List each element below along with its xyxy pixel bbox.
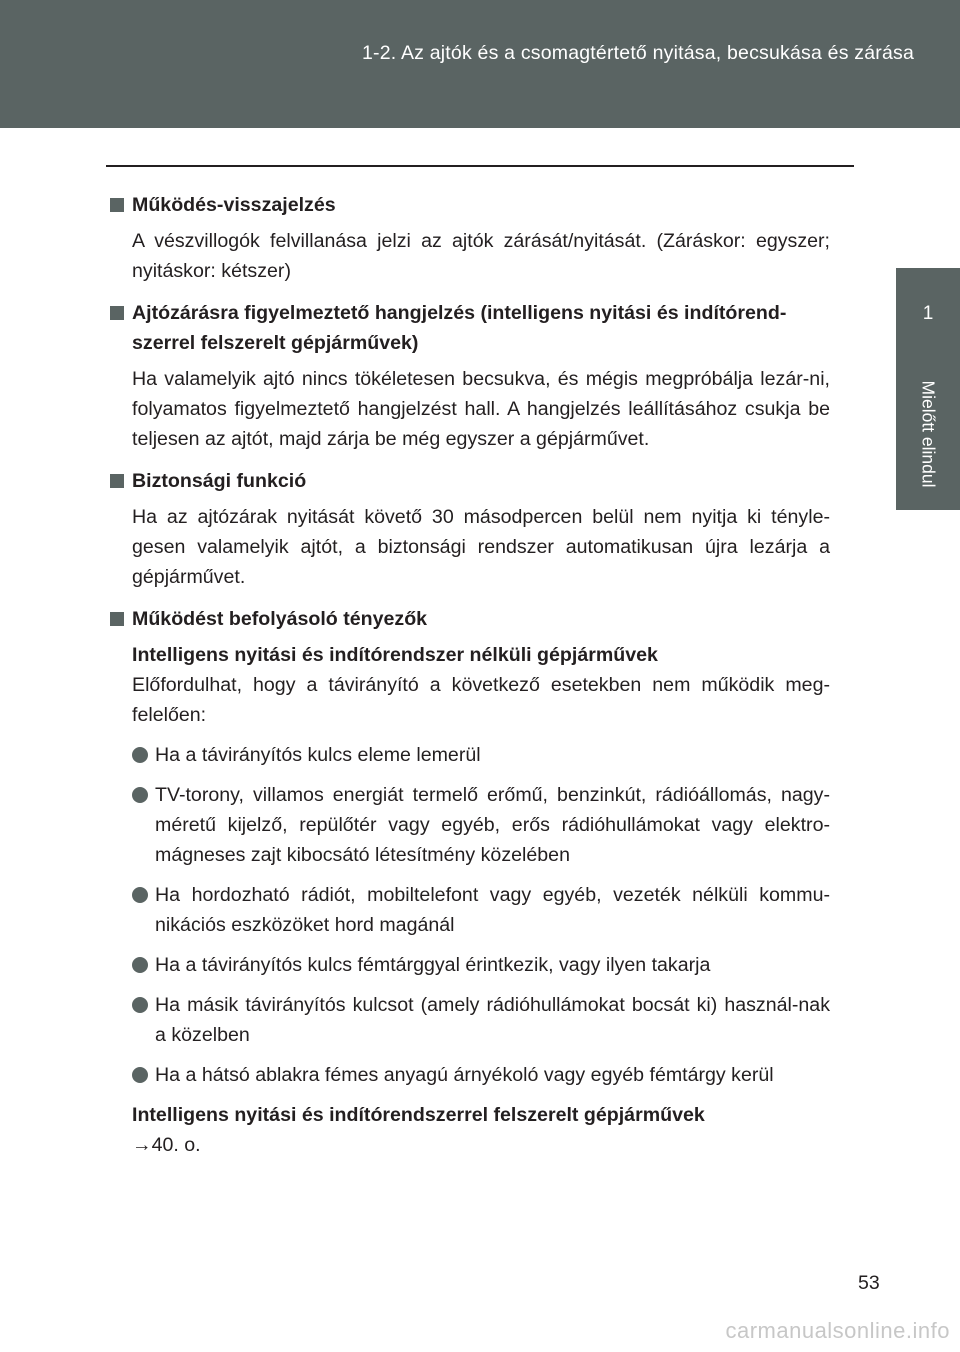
top-rule [106,165,854,167]
list-item-text: Ha hordozható rádiót, mobiltelefont vagy egyéb, vezeték nélküli kommu-nikációs eszközöket hord magánál [155,884,830,936]
round-bullet-icon [132,1067,148,1083]
list-item [110,950,830,980]
square-bullet-icon [110,198,124,212]
section-text: A vészvillogók felvillanása jelzi az ajtók zárását/nyitását. (Záráskor: egyszer; nyitáskor: kétszer) [132,230,830,282]
main-content [110,190,830,1160]
chapter-number: 1 [922,303,934,324]
round-bullet-icon [132,957,148,973]
round-bullet-icon [132,747,148,763]
list-item-text: TV-torony, villamos energiát termelő erőmű, benzinkút, rádióállomás, nagy-méretű kijelző, repülőtér vagy egyéb, erős rádióhullámokat vagy elektro-mágneses zajt kibocsátó létesítmény közelében [155,784,830,866]
square-bullet-icon [110,612,124,626]
list-item [110,1060,830,1090]
subheading: Intelligens nyitási és indítórendszerrel felszerelt gépjárművek [132,1104,705,1126]
section-heading [110,466,830,496]
sub-text: Előfordulhat, hogy a távirányító a következő esetekben nem működik meg-felelően: [132,674,830,726]
watermark: carmanualsonline.info [725,1318,950,1343]
section-text: Ha az ajtózárak nyitását követő 30 másodpercen belül nem nyitja ki tényle-gesen valamelyik ajtót, a biztonsági rendszer automatikusan újra lezárja a gépjárművet. [132,506,830,588]
heading-text: Ajtózárásra figyelmeztető hangjelzés (intelligens nyitási és indítórend-szerrel felszerelt gépjárművek) [132,302,787,354]
list-item-text: Ha másik távirányítós kulcsot (amely rádióhullámokat bocsát ki) használ-nak a közelben [155,994,830,1046]
section-heading [110,604,830,634]
page-number: 53 [858,1272,880,1294]
chapter-strip [896,360,960,510]
list-item-text: Ha a távirányítós kulcs eleme lemerül [155,744,481,766]
round-bullet-icon [132,787,148,803]
square-bullet-icon [110,474,124,488]
list-item [110,740,830,770]
section-text: Ha valamelyik ajtó nincs tökéletesen becsukva, és mégis megpróbálja lezár-ni, folyamatos figyelmeztető hangjelzést hall. A hangjelzés leállításához csukja be teljesen az ajtót, majd zárja be még egyszer a gépjárművet. [132,368,830,450]
section-heading [110,298,830,358]
header-bar [0,0,960,128]
chapter-label: Mielőtt elindul [918,380,939,488]
section-title: 1-2. Az ajtók és a csomagtértető nyitása, becsukása és zárása [362,42,914,64]
list-item [110,990,830,1050]
list-item [110,880,830,940]
round-bullet-icon [132,887,148,903]
heading-text: Működés-visszajelzés [132,194,336,216]
list-item-text: Ha a hátsó ablakra fémes anyagú árnyékoló vagy egyéb fémtárgy kerül [155,1064,774,1086]
heading-text: Biztonsági funkció [132,470,307,492]
chapter-tab [896,268,960,360]
subheading: Intelligens nyitási és indítórendszer nélküli gépjárművek [132,644,658,666]
page-reference: →40. o. [132,1134,201,1156]
square-bullet-icon [110,306,124,320]
list-item-text: Ha a távirányítós kulcs fémtárggyal érintkezik, vagy ilyen takarja [155,954,711,976]
heading-text: Működést befolyásoló tényezők [132,608,428,630]
list-item [110,780,830,870]
round-bullet-icon [132,997,148,1013]
section-heading [110,190,830,220]
